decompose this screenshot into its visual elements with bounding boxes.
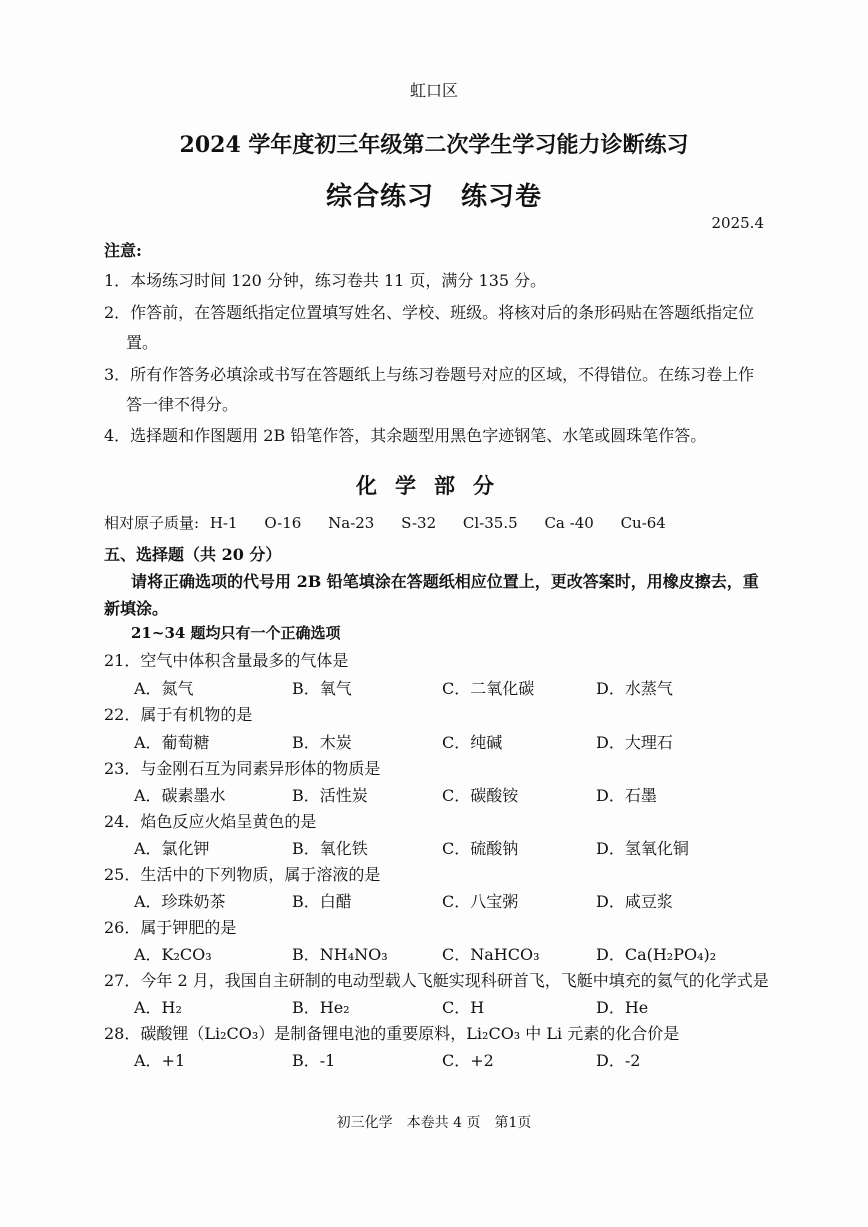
option: D．氢氧化铜 (596, 839, 689, 858)
question-stem: 21．空气中体积含量最多的气体是 (104, 651, 349, 670)
option: C．碳酸铵 (442, 786, 519, 805)
option: C．二氧化碳 (442, 679, 535, 698)
exam-date: 2025.4 (711, 214, 764, 232)
option: B．He₂ (292, 998, 350, 1017)
option: B．活性炭 (292, 786, 368, 805)
district-label: 虹口区 (409, 81, 458, 100)
atomic-mass: Cu-64 (620, 514, 666, 532)
option: D．Ca(H₂PO₄)₂ (596, 945, 717, 964)
option: D．石墨 (596, 786, 657, 805)
option: C．+2 (442, 1051, 494, 1070)
page-footer: 初三化学 本卷共 4 页 第1页 (336, 1115, 532, 1131)
section-title: 化学部分 (356, 473, 512, 498)
option: A．碳素墨水 (134, 786, 226, 805)
atomic-masses (104, 512, 688, 533)
option: C．八宝粥 (442, 892, 519, 911)
notice-item: 1．本场练习时间 120 分钟，练习卷共 11 页，满分 135 分。 (104, 271, 547, 290)
question-stem: 28．碳酸锂（Li₂CO₃）是制备锂电池的重要原料，Li₂CO₃ 中 Li 元素的化合价是 (104, 1024, 680, 1043)
option: D．水蒸气 (596, 679, 673, 698)
atomic-mass: S-32 (401, 514, 437, 532)
question-range-note: 21~34 题均只有一个正确选项 (131, 624, 341, 642)
option: D．大理石 (596, 733, 673, 752)
notice-item: 2．作答前，在答题纸指定位置填写姓名、学校、班级。将核对后的条形码贴在答题纸指定位 (104, 303, 755, 322)
atomic-mass: H-1 (209, 514, 238, 532)
option: D．咸豆浆 (596, 892, 673, 911)
question-stem: 25．生活中的下列物质，属于溶液的是 (104, 865, 381, 884)
option: B．白醋 (292, 892, 352, 911)
atomic-masses-label: 相对原子质量: (104, 514, 200, 532)
option: C．纯碱 (442, 733, 503, 752)
option: A．氯化钾 (134, 839, 210, 858)
option: A．+1 (134, 1051, 186, 1070)
option: C．NaHCO₃ (442, 945, 540, 964)
option: B．氧化铁 (292, 839, 368, 858)
option: B．NH₄NO₃ (292, 945, 388, 964)
question-stem: 24．焰色反应火焰呈黄色的是 (104, 812, 317, 831)
part-instruction: 请将正确选项的代号用 2B 铅笔填涂在答题纸相应位置上，更改答案时，用橡皮擦去，重 (131, 572, 759, 591)
option: B．木炭 (292, 733, 352, 752)
notice-item: 答一律不得分。 (126, 395, 239, 414)
question-stem: 22．属于有机物的是 (104, 705, 253, 724)
exam-subtitle: 综合练习 练习卷 (325, 182, 542, 212)
option: A．K₂CO₃ (134, 945, 212, 964)
option: A．氮气 (134, 679, 194, 698)
part-heading: 五、选择题（共 20 分） (104, 545, 282, 564)
option: D．-2 (596, 1051, 641, 1070)
exam-title: 2024 学年度初三年级第二次学生学习能力诊断练习 (179, 132, 689, 158)
option: C．硫酸钠 (442, 839, 519, 858)
notice-item: 置。 (126, 333, 159, 352)
atomic-mass: Ca -40 (544, 514, 594, 532)
question-stem: 27．今年 2 月，我国自主研制的电动型载人飞艇实现科研首飞，飞艇中填充的氦气的化学式是 (104, 971, 769, 990)
notice-item: 3．所有作答务必填涂或书写在答题纸上与练习卷题号对应的区域，不得错位。在练习卷上作 (104, 365, 755, 384)
option: A．H₂ (134, 998, 182, 1017)
question-stem: 23．与金刚石互为同素异形体的物质是 (104, 759, 381, 778)
option: A．珍珠奶茶 (134, 892, 226, 911)
option: A．葡萄糖 (134, 733, 210, 752)
atomic-mass: Cl-35.5 (462, 514, 518, 532)
part-instruction-continued: 新填涂。 (104, 599, 169, 618)
atomic-mass: O-16 (264, 514, 302, 532)
atomic-mass: Na-23 (328, 514, 375, 532)
notice-item: 4．选择题和作图题用 2B 铅笔作答，其余题型用黑色字迹钢笔、水笔或圆珠笔作答。 (104, 426, 707, 445)
option: D．He (596, 998, 649, 1017)
option: B．氧气 (292, 679, 352, 698)
option: C．H (442, 998, 485, 1017)
option: B．-1 (292, 1051, 336, 1070)
notice-heading: 注意: (104, 241, 142, 260)
question-stem: 26．属于钾肥的是 (104, 918, 237, 937)
